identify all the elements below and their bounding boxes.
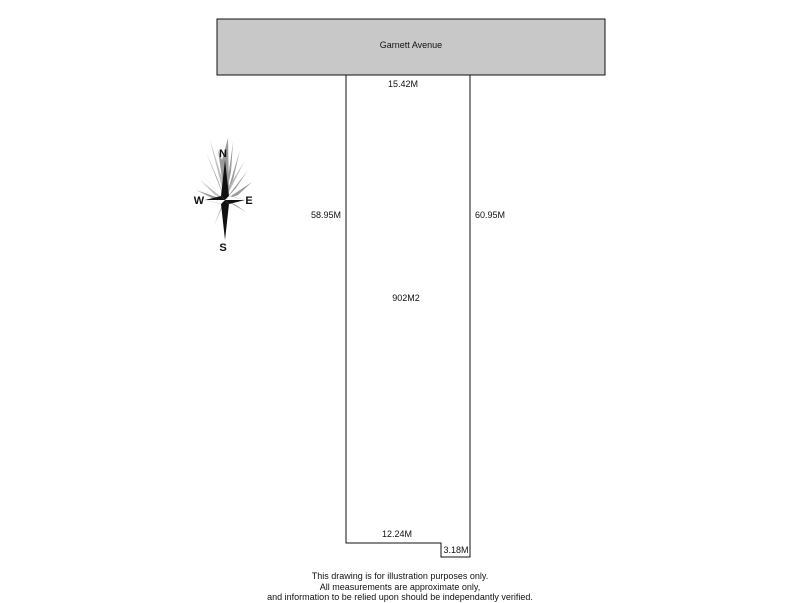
north-boundary-length: 15.42M [387, 79, 419, 89]
disclaimer-line-3: and information to be relied upon should be independantly verified. [267, 592, 533, 602]
east-boundary-length: 60.95M [474, 210, 506, 220]
compass-west-label: W [193, 195, 205, 207]
compass-east-label: E [245, 195, 253, 207]
compass-rose-icon [194, 138, 253, 254]
compass-south-label: S [219, 242, 227, 254]
west-boundary-length: 58.95M [310, 210, 342, 220]
disclaimer-line-1: This drawing is for illustration purposes only. [311, 571, 489, 581]
south-boundary-length: 12.24M [381, 529, 413, 539]
disclaimer-line-2: All measurements are approximate only, [319, 581, 481, 592]
street-name: Garnett Avenue [379, 40, 443, 50]
step-boundary-length: 3.18M [443, 545, 469, 555]
lot-area: 902M2 [392, 293, 420, 303]
disclaimer [0, 571, 800, 603]
lot-boundary [346, 75, 470, 557]
compass-north-label: N [219, 148, 227, 160]
